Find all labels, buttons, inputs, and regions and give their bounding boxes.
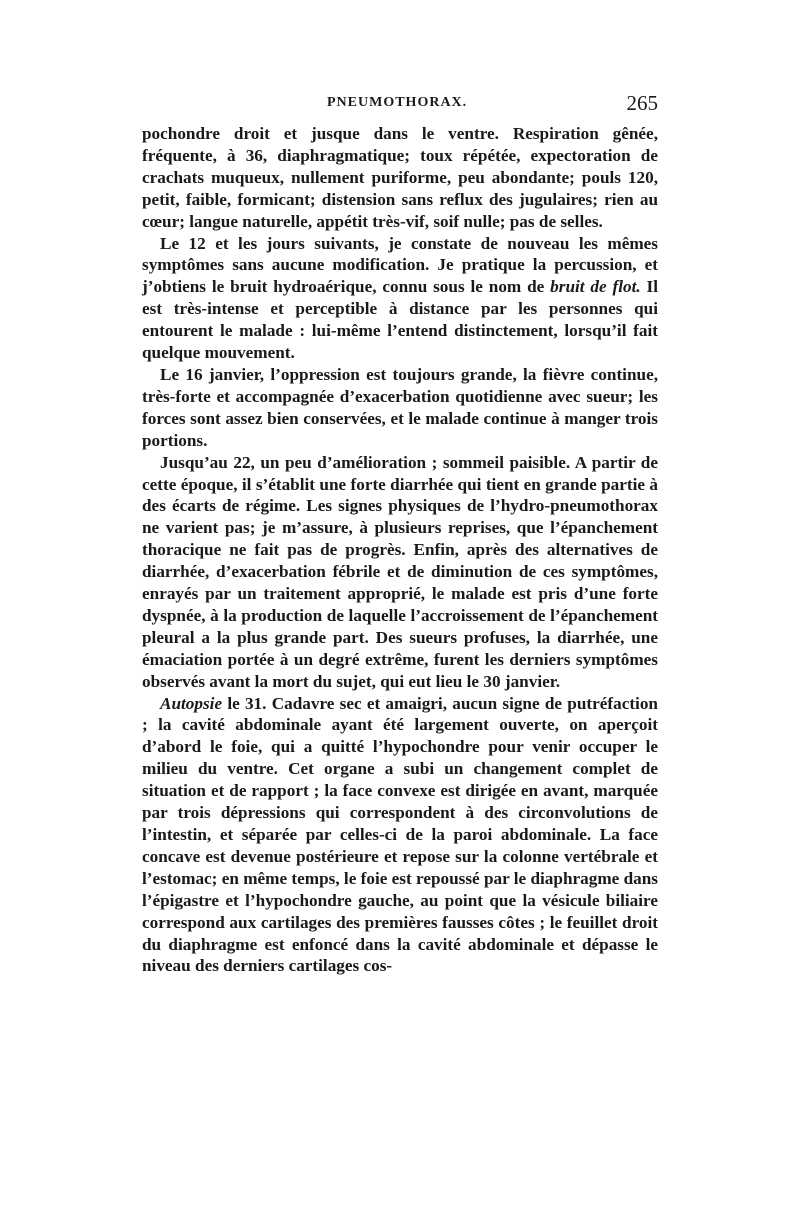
running-title: PNEUMOTHORAX. [327, 95, 468, 110]
body-text [142, 123, 658, 977]
paragraph-5-emphasis: Autopsie [160, 693, 223, 713]
page-number: 265 [626, 91, 658, 115]
paragraph-5 [142, 693, 658, 978]
paragraph-1: pochondre droit et jusque dans le ventre. Respiration gênée, fréquente, à 36, diaphragmatique; toux répétée, expectoration de crachats muqueux, nullement puriforme, peu abondante; pouls 120, petit, faible, formicant; distension sans reflux des jugulaires; rien au cœur; langue naturelle, appétit très-vif, soif nulle; pas de selles. [142, 124, 658, 231]
paragraph-5-text: le 31. Cadavre sec et amaigri, aucun signe de putréfaction ; la cavité abdominale ayant été largement ouverte, on aperçoit d’abord le foie, qui a quitté l’hypochondre pour venir occuper le milieu du ventre. Cet organe a subi un changement complet de situation et de rapport ; la face convexe est dirigée en avant, marquée par trois dépressions qui correspondent à des circonvolutions de l’intestin, et séparée par celles-ci de la paroi abdominale. La face concave est devenue postérieure et repose sur la colonne vertébrale et l’estomac; en même temps, le foie est repoussé par le diaphragme dans l’épigastre et l’hypochondre gauche, au point que la vésicule biliaire correspond aux cartilages des premières fausses côtes ; le feuillet droit du diaphragme est enfoncé dans la cavité abdominale et dépasse le niveau des derniers cartilages cos- [142, 693, 658, 976]
paragraph-2-emphasis: bruit de flot. [550, 277, 641, 297]
running-head [142, 91, 658, 119]
paragraph-2-part-a: Le 12 et les jours suivants, je constate de nouveau les mêmes symptômes sans aucune modification. Je pratique la percussion, et j’obtiens le bruit hydroaérique, connu sous le nom de [142, 233, 658, 297]
book-page [142, 91, 658, 977]
paragraph-2-part-b: Il est très-intense et perceptible à distance par les personnes qui entourent le malade : lui-même l’entend distinctement, lorsqu’il fait quelque mouvement. [142, 277, 658, 363]
paragraph-3: Le 16 janvier, l’oppression est toujours grande, la fièvre continue, très-forte et accompagnée d’exacerbation quotidienne avec sueur; les forces sont assez bien conservées, et le malade continue à manger trois portions. [142, 364, 658, 450]
paragraph-4: Jusqu’au 22, un peu d’amélioration ; sommeil paisible. A partir de cette époque, il s’établit une forte diarrhée qui tient en grande partie à des écarts de régime. Les signes physiques de l’hydro-pneumothorax ne varient pas; je m’assure, à plusieurs reprises, que l’épanchement thoracique ne fait pas de progrès. Enfin, après des alternatives de diarrhée, d’exacerbation fébrile et de diminution de ces symptômes, enrayés par un traitement approprié, le malade est pris d’une forte dyspnée, à la production de laquelle l’accroissement de l’épanchement pleural a la plus grande part. Des sueurs profuses, la diarrhée, une émaciation portée à un degré extrême, furent les derniers symptômes observés avant la mort du sujet, qui eut lieu le 30 janvier. [142, 452, 658, 691]
paragraph-2 [142, 233, 658, 364]
